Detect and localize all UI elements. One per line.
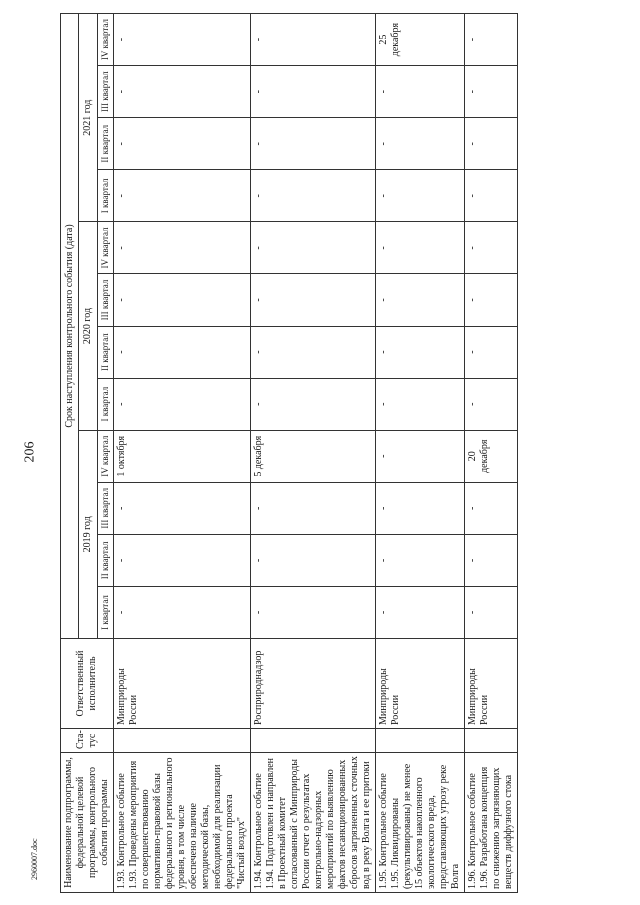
- date-cell: -: [465, 482, 518, 534]
- header-year-2021: 2021 год: [79, 13, 97, 221]
- header-quarter: I квартал: [97, 586, 113, 638]
- date-cell: -: [465, 273, 518, 325]
- date-cell: -: [376, 586, 465, 638]
- date-cell: -: [465, 326, 518, 378]
- date-cell: -: [376, 221, 465, 273]
- header-quarter: IV квартал: [97, 13, 113, 65]
- event-name-cell: [114, 752, 251, 892]
- header-quarter: I квартал: [97, 378, 113, 430]
- date-cell: -: [376, 117, 465, 169]
- row-number: 1.95.: [378, 868, 389, 889]
- date-cell: -: [114, 586, 251, 638]
- date-cell: 5 декабря: [251, 430, 376, 482]
- document-code: 2960007.doc: [30, 838, 39, 880]
- header-dates: Срок наступления контрольного события (дата): [61, 13, 79, 638]
- date-cell: -: [376, 326, 465, 378]
- header-quarter: I квартал: [97, 169, 113, 221]
- date-cell: -: [251, 482, 376, 534]
- header-status: Ста-тус: [61, 728, 114, 752]
- row-number: 1.94.: [253, 868, 264, 889]
- header-name: Наименование подпрограммы, федеральной целевой программы, контрольного события программы: [61, 752, 114, 892]
- date-cell: -: [114, 65, 251, 117]
- responsible-cell: Росприроднадзор: [251, 638, 376, 728]
- header-quarter: II квартал: [97, 326, 113, 378]
- date-cell: -: [251, 65, 376, 117]
- date-cell: -: [114, 117, 251, 169]
- date-cell: -: [376, 482, 465, 534]
- status-cell: [251, 728, 376, 752]
- header-quarter: III квартал: [97, 273, 113, 325]
- date-cell: -: [376, 430, 465, 482]
- date-cell: -: [114, 169, 251, 221]
- table-row: [251, 13, 376, 892]
- date-cell: -: [465, 13, 518, 65]
- date-cell: -: [114, 326, 251, 378]
- date-cell: -: [465, 534, 518, 586]
- date-cell: -: [114, 221, 251, 273]
- date-cell: -: [465, 117, 518, 169]
- table-row: [376, 13, 465, 892]
- date-cell: -: [251, 378, 376, 430]
- date-cell: -: [251, 534, 376, 586]
- date-cell: -: [251, 326, 376, 378]
- date-cell: 1 октября: [114, 430, 251, 482]
- date-cell: 25 декабря: [376, 13, 465, 65]
- date-cell: -: [114, 273, 251, 325]
- date-cell: 20 декабря: [465, 430, 518, 482]
- table-row: [465, 13, 518, 892]
- date-cell: -: [465, 169, 518, 221]
- date-cell: -: [251, 117, 376, 169]
- date-cell: -: [376, 169, 465, 221]
- event-name-cell: [251, 752, 376, 892]
- header-year-2019: 2019 год: [79, 430, 97, 638]
- event-name-cell: [376, 752, 465, 892]
- date-cell: -: [251, 273, 376, 325]
- event-name: Контрольное событие 1.94. Подготовлен и направлен в Проектный комитет согласованный с Минприроды России отчет о результатах контрольно-надзорных мероприятий по выявлению фактов несанкционированных сбросов загрязненных сточных вод в реку Волга и ее притоки: [253, 755, 372, 889]
- control-events-table: [60, 13, 518, 893]
- date-cell: -: [251, 13, 376, 65]
- date-cell: -: [114, 13, 251, 65]
- date-cell: -: [465, 65, 518, 117]
- status-cell: [114, 728, 251, 752]
- status-cell: [376, 728, 465, 752]
- header-quarter: II квартал: [97, 534, 113, 586]
- date-cell: -: [114, 378, 251, 430]
- row-number: 1.96.: [467, 868, 478, 889]
- date-cell: -: [114, 482, 251, 534]
- row-number: 1.93.: [116, 868, 127, 889]
- event-name: Контрольное событие 1.96. Разработана концепция по снижению загрязняющих веществ диффузного стока: [467, 766, 514, 889]
- event-name-cell: [465, 752, 518, 892]
- date-cell: -: [465, 221, 518, 273]
- date-cell: -: [251, 586, 376, 638]
- date-cell: -: [251, 221, 376, 273]
- date-cell: -: [376, 534, 465, 586]
- table-body: [114, 13, 518, 892]
- header-quarter: IV квартал: [97, 221, 113, 273]
- header-year-2020: 2020 год: [79, 221, 97, 429]
- date-cell: -: [465, 586, 518, 638]
- date-cell: -: [376, 378, 465, 430]
- header-responsible: Ответственный исполнитель: [61, 638, 114, 728]
- table-row: [114, 13, 251, 892]
- header-quarter: II квартал: [97, 117, 113, 169]
- date-cell: -: [251, 169, 376, 221]
- event-name: Контрольное событие 1.95. Ликвидированы (рекультивированы) не менее 15 объектов накопленного экологического вреда, представляющих угрозу реке Волга: [378, 763, 461, 889]
- header-quarter: IV квартал: [97, 430, 113, 482]
- responsible-cell: Минприроды России: [376, 638, 465, 728]
- header-quarter: III квартал: [97, 482, 113, 534]
- date-cell: -: [376, 65, 465, 117]
- date-cell: -: [465, 378, 518, 430]
- event-name: Контрольное событие 1.93. Проведены мероприятия по совершенствованию нормативно-правовой базы федерального и регионального уровня, в том числе обеспечено наличие методической базы, необходимой для реализации федерального проекта "Чистый воздух": [116, 757, 247, 889]
- date-cell: -: [114, 534, 251, 586]
- rotated-table-sheet: [60, 13, 580, 893]
- page-number: 206: [22, 441, 38, 463]
- responsible-cell: Минприроды России: [465, 638, 518, 728]
- responsible-cell: Минприроды России: [114, 638, 251, 728]
- date-cell: -: [376, 273, 465, 325]
- status-cell: [465, 728, 518, 752]
- header-quarter: III квартал: [97, 65, 113, 117]
